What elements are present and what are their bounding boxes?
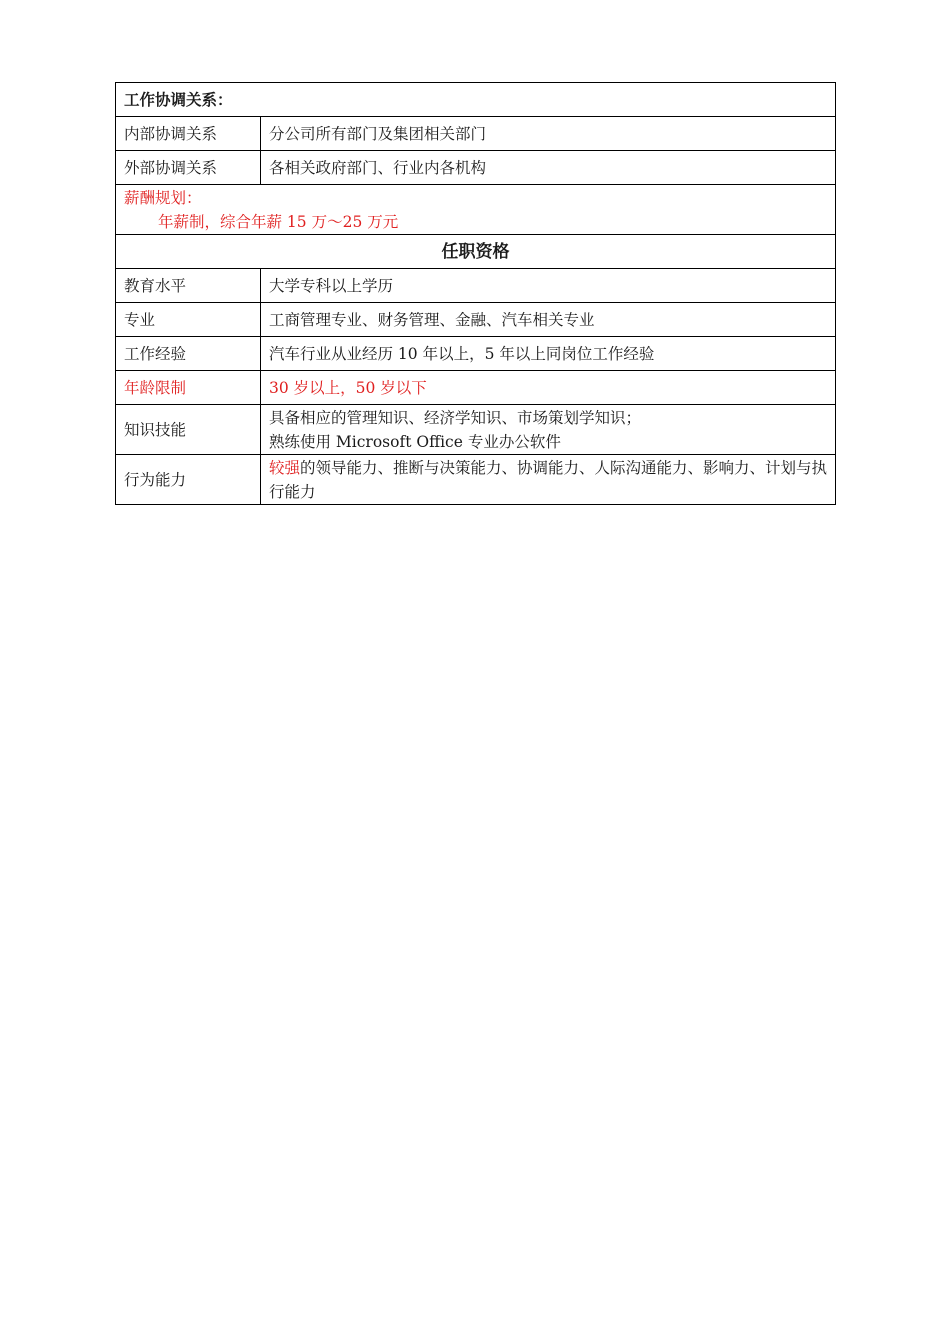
internal-coordination-value: 分公司所有部门及集团相关部门	[261, 117, 836, 151]
internal-coordination-label: 内部协调关系	[116, 117, 261, 151]
experience-value: 汽车行业从业经历 10 年以上，5 年以上同岗位工作经验	[261, 337, 836, 371]
major-row	[116, 303, 836, 337]
education-value: 大学专科以上学历	[261, 269, 836, 303]
behavior-highlight: 较强	[269, 458, 301, 477]
knowledge-line-1: 具备相应的管理知识、经济学知识、市场策划学知识；	[269, 408, 642, 427]
salary-row	[116, 185, 836, 235]
knowledge-label: 知识技能	[116, 405, 261, 455]
knowledge-row	[116, 405, 836, 455]
qualifications-title-row	[116, 235, 836, 269]
behavior-label: 行为能力	[116, 455, 261, 505]
external-coordination-value: 各相关政府部门、行业内各机构	[261, 151, 836, 185]
age-row	[116, 371, 836, 405]
job-requirements-table	[115, 82, 836, 505]
education-row	[116, 269, 836, 303]
age-value: 30 岁以上，50 岁以下	[261, 371, 836, 405]
salary-label: 薪酬规划：	[124, 188, 202, 207]
external-coordination-label: 外部协调关系	[116, 151, 261, 185]
age-label: 年龄限制	[116, 371, 261, 405]
knowledge-line-2: 熟练使用 Microsoft Office 专业办公软件	[269, 432, 561, 451]
behavior-row	[116, 455, 836, 505]
coordination-header-row	[116, 83, 836, 117]
job-description-page	[115, 82, 835, 505]
coordination-header: 工作协调关系：	[116, 83, 836, 117]
qualifications-title: 任职资格	[116, 235, 836, 269]
behavior-value	[261, 455, 836, 505]
experience-label: 工作经验	[116, 337, 261, 371]
major-value: 工商管理专业、财务管理、金融、汽车相关专业	[261, 303, 836, 337]
external-coordination-row	[116, 151, 836, 185]
knowledge-value	[261, 405, 836, 455]
internal-coordination-row	[116, 117, 836, 151]
experience-row	[116, 337, 836, 371]
behavior-rest: 的领导能力、推断与决策能力、协调能力、人际沟通能力、影响力、计划与执行能力	[269, 458, 828, 501]
major-label: 专业	[116, 303, 261, 337]
salary-value: 年薪制，综合年薪 15 万～25 万元	[158, 212, 399, 231]
education-label: 教育水平	[116, 269, 261, 303]
salary-cell	[116, 185, 836, 235]
